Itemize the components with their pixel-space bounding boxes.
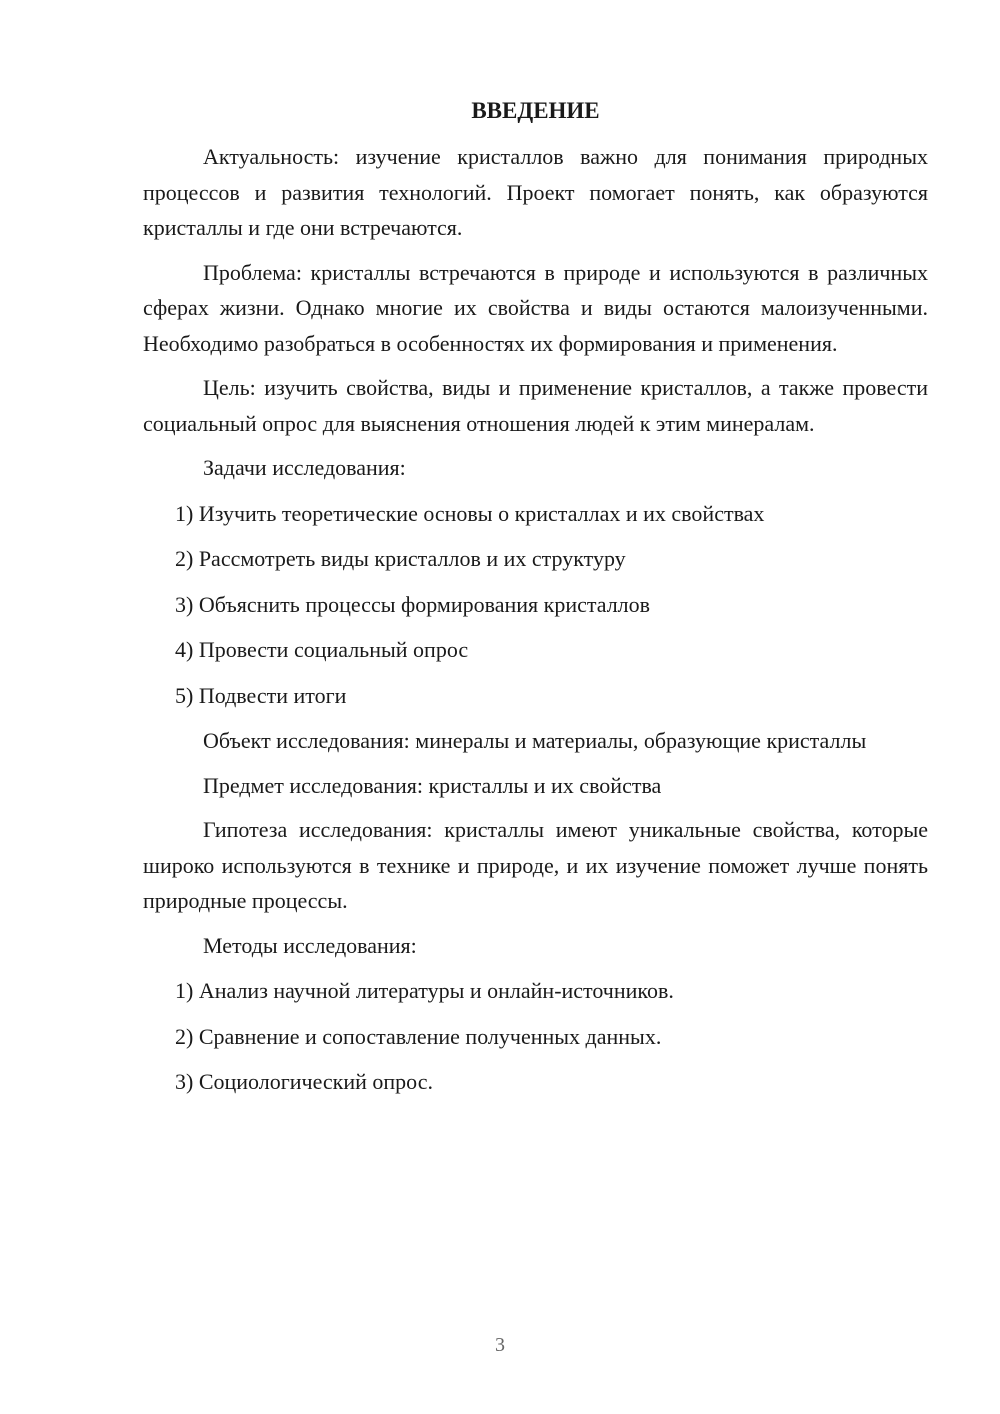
problem-paragraph: Проблема: кристаллы встречаются в природе и используются в различных сферах жизни. Однако многие их свойства и виды остаются малоизученными. Необходимо разобраться в особенностях их формирования и применения.: [143, 259, 928, 356]
list-item: 3) Объяснить процессы формирования кристаллов: [175, 591, 651, 617]
subject-paragraph: Предмет исследования: кристаллы и их свойства: [203, 772, 662, 798]
relevance-paragraph: Актуальность: изучение кристаллов важно для понимания природных процессов и развития технологий. Проект помогает понять, как образуются кристаллы и где они встречаются.: [143, 144, 928, 240]
list-item: 5) Подвести итоги: [175, 682, 347, 708]
tasks-heading: Задачи исследования:: [203, 455, 406, 480]
page-number: 3: [495, 1334, 505, 1356]
list-item: 3) Социологический опрос.: [175, 1069, 433, 1094]
methods-heading: Методы исследования:: [203, 932, 417, 958]
methods-list: [143, 973, 928, 1100]
list-item: 1) Анализ научной литературы и онлайн-источников.: [175, 978, 674, 1003]
document-page: [143, 93, 928, 1110]
hypothesis-paragraph: Гипотеза исследования: кристаллы имеют уникальные свойства, которые широко используются в технике и природе, и их изучение поможет лучше понять природные процессы.: [143, 817, 928, 913]
object-paragraph: Объект исследования: минералы и материалы, образующие кристаллы: [203, 728, 867, 753]
tasks-list: [143, 496, 928, 714]
list-item: 2) Рассмотреть виды кристаллов и их структуру: [175, 546, 626, 571]
list-item: 4) Провести социальный опрос: [175, 637, 469, 662]
goal-paragraph: Цель: изучить свойства, виды и применение кристаллов, а также провести социальный опрос для выяснения отношения людей к этим минералам.: [143, 375, 928, 436]
list-item: 2) Сравнение и сопоставление полученных данных.: [175, 1023, 662, 1049]
page-title: ВВЕДЕНИЕ: [471, 98, 600, 123]
list-item: 1) Изучить теоретические основы о кристаллах и их свойствах: [175, 500, 765, 526]
